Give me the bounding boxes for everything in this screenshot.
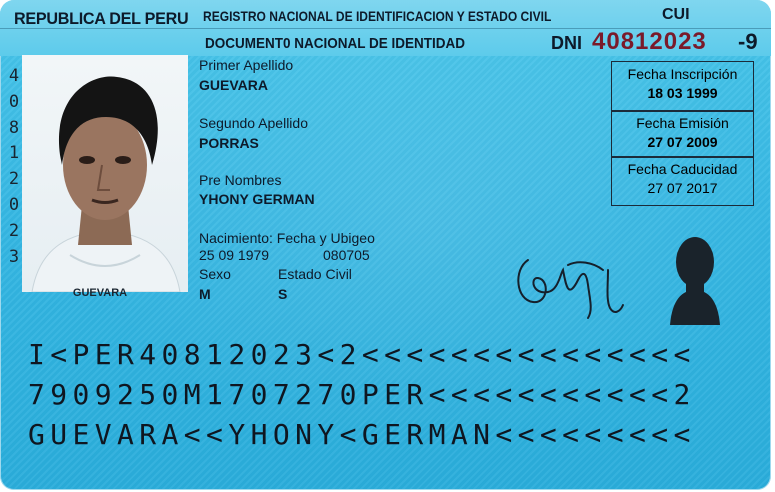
vertical-digit: 1 bbox=[8, 143, 20, 164]
pre-nombres-value: YHONY GERMAN bbox=[199, 191, 315, 207]
vertical-digit: 8 bbox=[8, 117, 20, 138]
ubigeo-value: 080705 bbox=[323, 247, 370, 263]
fecha-caducidad-label: Fecha Caducidad bbox=[627, 161, 738, 177]
cui-label: CUI bbox=[662, 6, 690, 23]
segundo-apellido-label: Segundo Apellido bbox=[199, 115, 308, 131]
mrz-line-2: 7909250M1707270PER<<<<<<<<<<<2 bbox=[28, 378, 696, 411]
nacimiento-label: Nacimiento: Fecha y Ubigeo bbox=[199, 230, 375, 246]
holder-photo bbox=[22, 55, 188, 292]
fecha-inscripcion-value: 18 03 1999 bbox=[647, 85, 718, 101]
vertical-digit: 3 bbox=[8, 246, 20, 267]
fecha-emision-box bbox=[611, 110, 754, 158]
registry-name: REGISTRO NACIONAL DE IDENTIFICACION Y ESTADO CIVIL bbox=[203, 8, 552, 24]
portrait-illustration bbox=[22, 55, 188, 292]
dni-check-digit: -9 bbox=[738, 29, 758, 54]
signature bbox=[508, 240, 628, 330]
vertical-digit: 2 bbox=[8, 169, 20, 190]
vertical-digit: 0 bbox=[8, 194, 20, 215]
mrz-line-1: I<PER40812023<2<<<<<<<<<<<<<<< bbox=[28, 338, 696, 371]
country-name: REPUBLICA DEL PERU bbox=[14, 9, 189, 28]
primer-apellido-label: Primer Apellido bbox=[199, 57, 294, 73]
fecha-caducidad-box bbox=[611, 156, 754, 206]
fecha-emision-value: 27 07 2009 bbox=[647, 134, 718, 150]
document-title: DOCUMENT0 NACIONAL DE IDENTIDAD bbox=[205, 35, 466, 52]
sexo-label: Sexo bbox=[199, 266, 231, 282]
photo-caption: GUEVARA bbox=[72, 287, 128, 299]
ghost-photo bbox=[664, 230, 726, 325]
dni-number: 40812023 bbox=[592, 28, 707, 55]
dni-label: DNI bbox=[551, 33, 582, 53]
primer-apellido-value: GUEVARA bbox=[199, 77, 268, 93]
sexo-value: M bbox=[199, 286, 211, 302]
nacimiento-fecha: 25 09 1979 bbox=[199, 247, 270, 263]
estado-civil-label: Estado Civil bbox=[278, 266, 352, 282]
fecha-emision-label: Fecha Emisión bbox=[636, 115, 729, 131]
fecha-inscripcion-box bbox=[611, 61, 754, 112]
fecha-inscripcion-label: Fecha Inscripción bbox=[627, 66, 738, 82]
pre-nombres-label: Pre Nombres bbox=[199, 172, 282, 188]
estado-civil-value: S bbox=[278, 286, 288, 302]
fecha-caducidad-value: 27 07 2017 bbox=[647, 180, 718, 196]
vertical-digit: 2 bbox=[8, 220, 20, 241]
segundo-apellido-value: PORRAS bbox=[199, 135, 259, 151]
mrz-line-3: GUEVARA<<YHONY<GERMAN<<<<<<<<< bbox=[28, 418, 696, 451]
vertical-digit: 4 bbox=[8, 66, 20, 86]
vertical-digit: 0 bbox=[8, 91, 20, 112]
